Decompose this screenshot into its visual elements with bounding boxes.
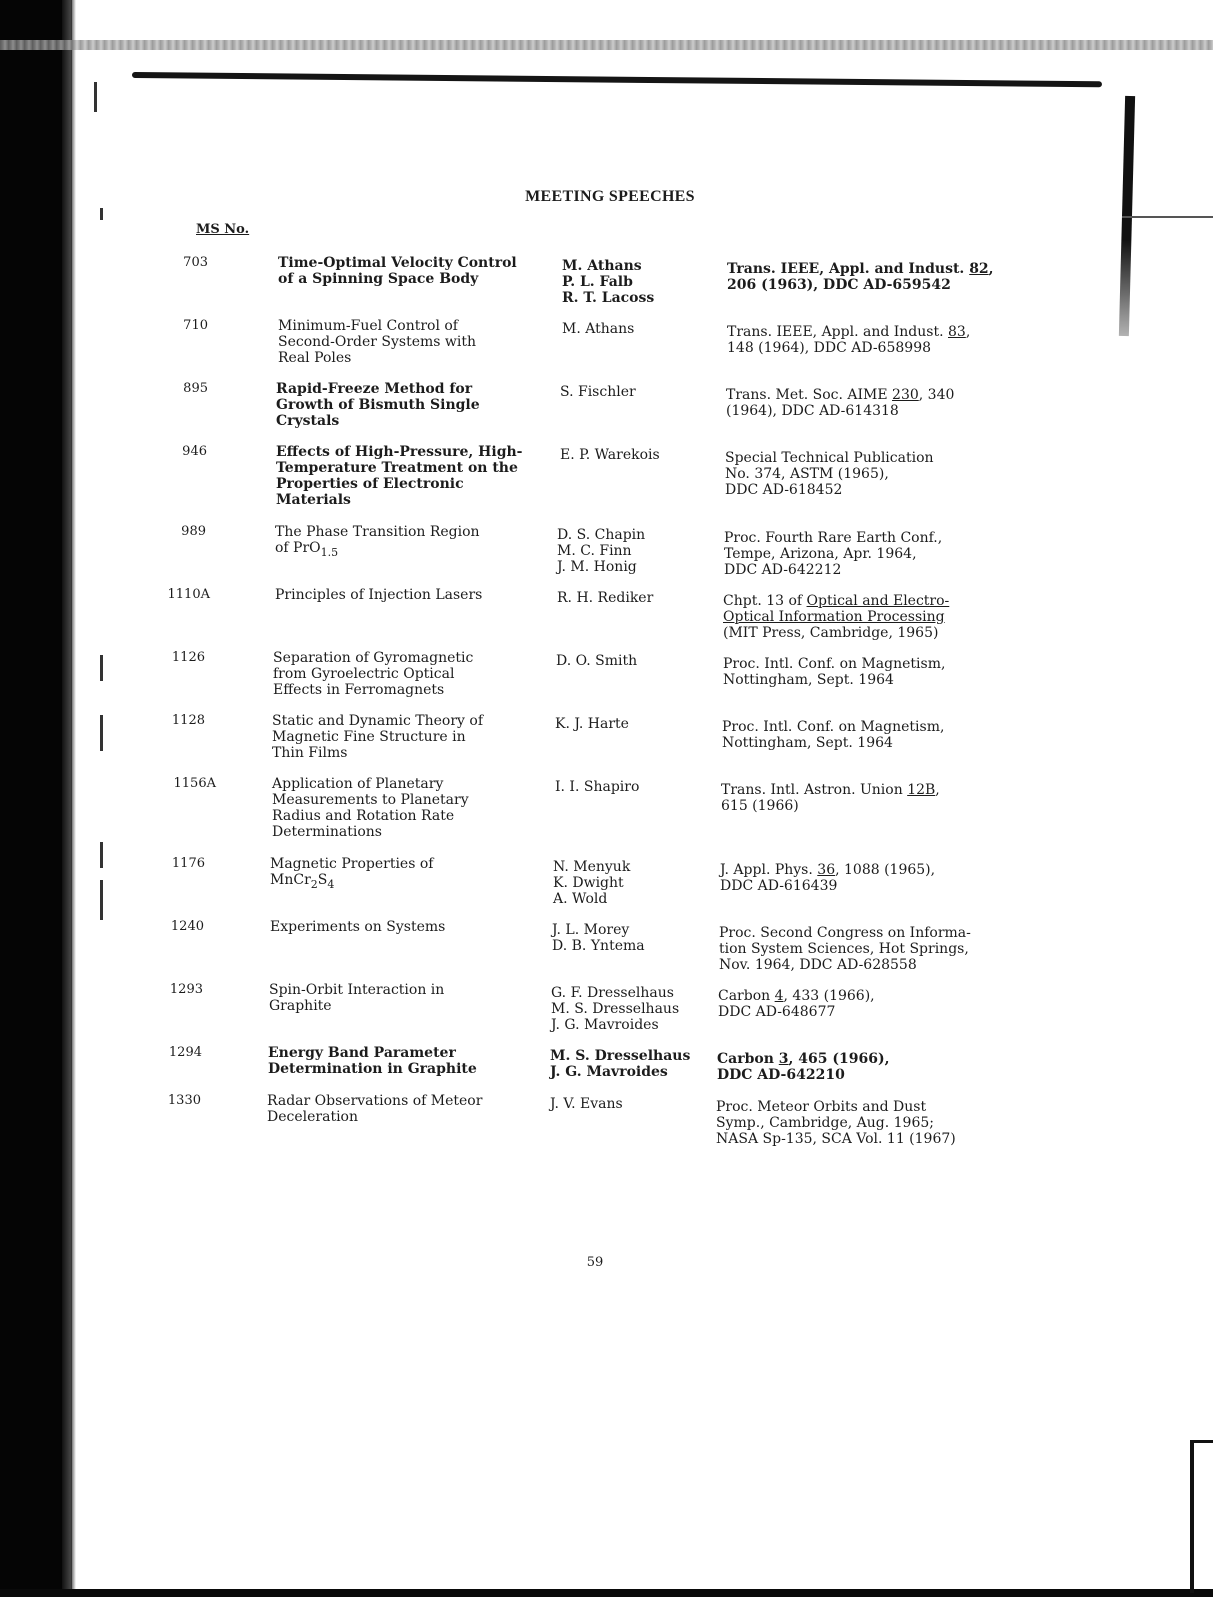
speech-authors: [550, 1096, 623, 1112]
reference-line: (1964), DDC AD-614318: [726, 403, 899, 419]
speech-authors: [557, 527, 645, 575]
reference-line: Carbon 3, 465 (1966),: [717, 1051, 890, 1067]
speech-reference: [724, 530, 942, 578]
speech-title: [269, 982, 444, 1014]
speech-title: [270, 856, 433, 893]
speech-reference: [726, 387, 954, 419]
reference-line: DDC AD-648677: [718, 1004, 836, 1020]
ms-number: 1128: [171, 713, 205, 728]
speech-authors: [560, 384, 636, 400]
author-name: K. Dwight: [553, 875, 624, 891]
speech-authors: [551, 985, 679, 1033]
title-line: Rapid-Freeze Method for: [276, 381, 473, 397]
author-name: J. M. Honig: [557, 559, 637, 575]
reference-line: DDC AD-642210: [717, 1067, 845, 1083]
author-name: M. S. Dresselhaus: [550, 1048, 691, 1064]
ms-number: 710: [183, 318, 208, 333]
top-rule: [132, 72, 1102, 87]
title-line: Effects of High-Pressure, High-: [276, 444, 523, 460]
title-line: Determinations: [272, 824, 382, 840]
reference-line: Symp., Cambridge, Aug. 1965;: [716, 1115, 934, 1131]
speech-title: [268, 1045, 477, 1077]
speech-authors: [562, 258, 654, 306]
speech-authors: [553, 859, 630, 907]
speech-authors: [550, 1048, 690, 1080]
reference-line: 615 (1966): [721, 798, 799, 814]
reference-line: Proc. Intl. Conf. on Magnetism,: [723, 656, 946, 672]
author-name: A. Wold: [553, 891, 608, 907]
reference-line: Proc. Second Congress on Informa-: [719, 925, 971, 941]
reference-line: Trans. IEEE, Appl. and Indust. 83,: [727, 324, 971, 340]
author-name: R. H. Rediker: [557, 590, 654, 606]
title-line: Magnetic Properties of: [270, 856, 434, 872]
title-line: Magnetic Fine Structure in: [272, 729, 466, 745]
ms-number: 895: [183, 381, 208, 396]
reference-line: (MIT Press, Cambridge, 1965): [723, 625, 939, 641]
ms-number: 1240: [170, 919, 204, 934]
speech-title: [272, 776, 469, 840]
title-line: Minimum-Fuel Control of: [278, 318, 458, 334]
author-name: P. L. Falb: [562, 274, 633, 290]
reference-line: DDC AD-642212: [724, 562, 842, 578]
reference-line: Proc. Fourth Rare Earth Conf.,: [724, 530, 943, 546]
ms-number: 1293: [169, 982, 203, 997]
speech-authors: [560, 447, 660, 463]
title-line: The Phase Transition Region: [275, 524, 480, 540]
author-name: M. S. Dresselhaus: [551, 1001, 680, 1017]
title-line: Energy Band Parameter: [268, 1045, 456, 1061]
ms-number: 703: [183, 255, 208, 270]
speech-authors: [555, 716, 629, 732]
speech-reference: [716, 1099, 956, 1147]
author-name: N. Menyuk: [553, 859, 631, 875]
reference-line: Carbon 4, 433 (1966),: [718, 988, 875, 1004]
title-line: Real Poles: [278, 350, 352, 366]
title-line: Growth of Bismuth Single: [276, 397, 480, 413]
speech-reference: [722, 719, 944, 751]
ms-number: 1176: [171, 856, 205, 871]
speech-title: [275, 587, 482, 603]
title-line: Radius and Rotation Rate: [272, 808, 455, 824]
speech-authors: [552, 922, 645, 954]
speech-title: [278, 318, 476, 366]
speech-title: [272, 713, 483, 761]
speech-reference: [718, 988, 875, 1020]
reference-line: 206 (1963), DDC AD-659542: [727, 277, 951, 293]
ms-number: 1110A: [167, 587, 210, 602]
title-line: Properties of Electronic: [276, 476, 464, 492]
title-line: Radar Observations of Meteor: [267, 1093, 483, 1109]
title-line: Crystals: [276, 413, 340, 429]
ms-number: 1126: [171, 650, 205, 665]
author-name: M. Athans: [562, 258, 642, 274]
title-line: Principles of Injection Lasers: [275, 587, 483, 603]
speech-authors: [555, 779, 639, 795]
author-name: J. G. Mavroides: [550, 1064, 668, 1080]
speech-title: [273, 650, 473, 698]
speech-authors: [557, 590, 653, 606]
reference-line: Trans. IEEE, Appl. and Indust. 82,: [727, 261, 994, 277]
reference-line: Optical Information Processing: [723, 609, 945, 625]
author-name: J. G. Mavroides: [551, 1017, 659, 1033]
title-line: Measurements to Planetary: [272, 792, 469, 808]
reference-line: DDC AD-616439: [720, 878, 838, 894]
scan-bottom-border: [0, 1589, 1213, 1597]
title-line: Spin-Orbit Interaction in: [269, 982, 445, 998]
speech-title: [276, 444, 522, 508]
title-line: of a Spinning Space Body: [278, 271, 479, 287]
speech-reference: [723, 593, 949, 641]
title-line: Thin Films: [272, 745, 348, 761]
title-line: Second-Order Systems with: [278, 334, 477, 350]
speech-reference: [723, 656, 945, 688]
reference-line: Chpt. 13 of Optical and Electro-: [723, 593, 950, 609]
reference-line: Proc. Meteor Orbits and Dust: [716, 1099, 927, 1115]
speech-reference: [727, 261, 994, 293]
reference-line: tion System Sciences, Hot Springs,: [719, 941, 969, 957]
reference-line: Trans. Intl. Astron. Union 12B,: [721, 782, 940, 798]
scan-corner-mark: [1190, 1440, 1213, 1593]
author-name: S. Fischler: [560, 384, 636, 400]
page-heading: MEETING SPEECHES: [525, 188, 695, 205]
column-label-ms-no: MS No.: [196, 222, 250, 237]
author-name: M. C. Finn: [557, 543, 632, 559]
reference-line: Trans. Met. Soc. AIME 230, 340: [726, 387, 955, 403]
reference-line: Tempe, Arizona, Apr. 1964,: [724, 546, 917, 562]
title-line: Static and Dynamic Theory of: [272, 713, 484, 729]
speech-reference: [717, 1051, 889, 1083]
title-line: Materials: [276, 492, 351, 508]
author-name: K. J. Harte: [555, 716, 629, 732]
title-line: Deceleration: [267, 1109, 358, 1125]
reference-line: Nottingham, Sept. 1964: [722, 735, 893, 751]
scan-left-border-edge: [62, 0, 76, 1597]
title-line: Experiments on Systems: [270, 919, 446, 935]
title-line: Application of Planetary: [272, 776, 444, 792]
author-name: G. F. Dresselhaus: [551, 985, 674, 1001]
reference-line: DDC AD-618452: [725, 482, 843, 498]
title-line: Determination in Graphite: [268, 1061, 477, 1077]
author-name: D. O. Smith: [556, 653, 638, 669]
speech-title: [270, 919, 445, 935]
speech-reference: [727, 324, 970, 356]
ms-number: 1294: [168, 1045, 202, 1060]
author-name: M. Athans: [562, 321, 635, 337]
title-line: Time-Optimal Velocity Control: [278, 255, 517, 271]
speech-reference: [721, 782, 940, 814]
author-name: J. V. Evans: [550, 1096, 623, 1112]
ms-number: 1330: [167, 1093, 201, 1108]
title-line: Separation of Gyromagnetic: [273, 650, 474, 666]
speech-reference: [725, 450, 934, 498]
reference-line: J. Appl. Phys. 36, 1088 (1965),: [720, 862, 936, 878]
ms-number: 989: [181, 524, 206, 539]
author-name: J. L. Morey: [552, 922, 630, 938]
title-line: Temperature Treatment on the: [276, 460, 518, 476]
speech-title: [267, 1093, 482, 1125]
author-name: E. P. Warekois: [560, 447, 660, 463]
title-line: Graphite: [269, 998, 332, 1014]
author-name: R. T. Lacoss: [562, 290, 655, 306]
speech-authors: [556, 653, 637, 669]
speech-reference: [719, 925, 971, 973]
title-line: Effects in Ferromagnets: [273, 682, 445, 698]
reference-line: Proc. Intl. Conf. on Magnetism,: [722, 719, 945, 735]
ms-number: 946: [182, 444, 207, 459]
speech-title: [278, 255, 517, 287]
ms-number: 1156A: [173, 776, 216, 791]
scan-right-dash: [1122, 216, 1213, 218]
reference-line: Nottingham, Sept. 1964: [723, 672, 894, 688]
title-line: from Gyroelectric Optical: [273, 666, 455, 682]
title-line: $MnCr_2S_4$: [270, 872, 335, 891]
author-name: D. B. Yntema: [552, 938, 645, 954]
page-number: 59: [586, 1255, 604, 1270]
title-line: of PrO$_{1.5}$: [275, 540, 339, 559]
author-name: I. I. Shapiro: [555, 779, 640, 795]
reference-line: NASA Sp-135, SCA Vol. 11 (1967): [716, 1131, 956, 1147]
author-name: D. S. Chapin: [557, 527, 646, 543]
reference-line: No. 374, ASTM (1965),: [725, 466, 889, 482]
reference-line: 148 (1964), DDC AD-658998: [727, 340, 932, 356]
scan-top-strip: [0, 40, 1213, 50]
reference-line: Nov. 1964, DDC AD-628558: [719, 957, 917, 973]
speech-authors: [562, 321, 634, 337]
reference-line: Special Technical Publication: [725, 450, 934, 466]
speech-title: [276, 381, 480, 429]
speech-title: [275, 524, 480, 561]
speech-reference: [720, 862, 935, 894]
